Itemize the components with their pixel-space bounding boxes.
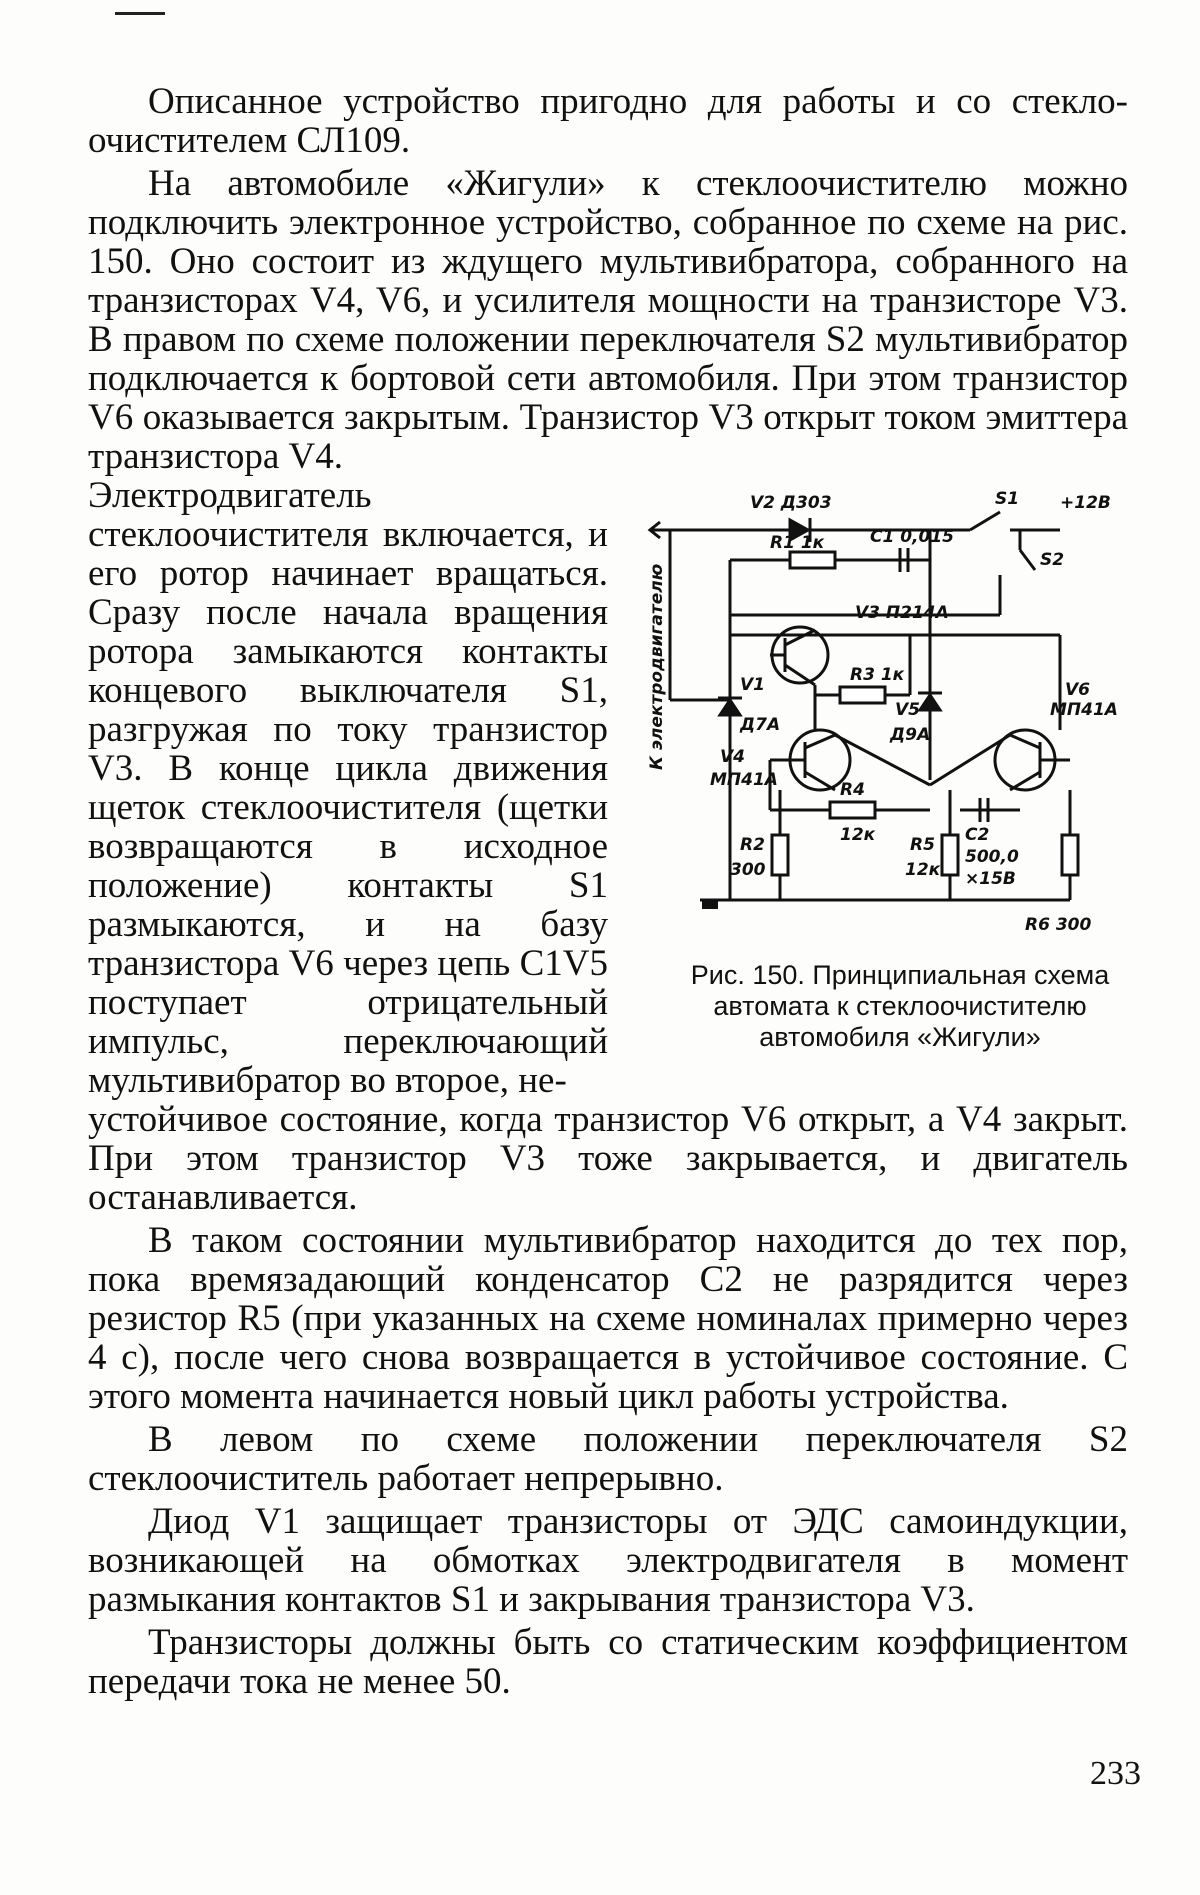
scan-mark xyxy=(115,12,165,15)
paragraph-2: На автомобиле «Жигули» к стеклоочистителю можно подключить электронное устройство, собранное по схеме на рис. 150. Оно состоит из ждущего мультивибратора, собранного на транзисторах V4, V6, и усилителя мощности на транзисторе V3. В правом по схеме положении переключателя S2 мультивибратор подключается к бортовой сети автомобиля. При этом транзистор V6 оказывается закрытым. Транзистор V3 открыт током эмиттера транзистора V4. xyxy=(88,163,1128,477)
label-v4-type: МП41А xyxy=(710,770,778,790)
figure-caption: Рис. 150. Принципиальная схема автомата к стеклоочистителю автомобиля «Жигули» xyxy=(690,960,1110,1052)
label-v1: V1 xyxy=(740,675,765,695)
label-r2: R2 xyxy=(740,835,765,855)
label-s1: S1 xyxy=(995,490,1020,509)
label-r5-val: 12к xyxy=(905,860,941,880)
label-s2: S2 xyxy=(1040,550,1065,570)
label-r3: R3 1к xyxy=(850,665,905,685)
paragraph-1: Описанное устройство пригодно для работы и со стекло-очистителем СЛ109. xyxy=(88,81,1128,161)
label-r1: R1 1к xyxy=(770,533,825,553)
label-r4: R4 xyxy=(840,780,865,800)
top-text-block xyxy=(88,82,1128,480)
label-r2-val: 300 xyxy=(730,860,766,880)
label-c2-val: 500,0 xyxy=(965,847,1019,867)
label-v5-type: Д9А xyxy=(890,725,931,745)
paragraph-6: Диод V1 защищает транзисторы от ЭДС самоиндукции, возникающей на обмотках электродвигателя в момент размыкания контактов S1 и закрывания транзистора V3. xyxy=(88,1501,1128,1620)
label-r6: R6 300 xyxy=(1025,915,1092,935)
bottom-text-block xyxy=(88,1100,1128,1705)
paragraph-4: В таком состоянии мультивибратор находится до тех пор, пока времязадающий конденсатор C2 не разрядится через резистор R5 (при указанных на схеме номиналах примерно через 4 с), после чего снова возвращается в устойчивое состояние. С этого момента начинается новый цикл работы устройства. xyxy=(88,1220,1128,1417)
label-r5: R5 xyxy=(910,835,935,855)
label-c1: C1 0,015 xyxy=(870,527,954,547)
paragraph-5: В левом по схеме положении переключателя S2 стеклоочиститель работает непрерывно. xyxy=(88,1419,1128,1499)
label-v6: V6 xyxy=(1065,680,1090,700)
label-motor: К электродвигателю xyxy=(647,563,667,770)
label-v4: V4 xyxy=(720,747,745,767)
label-plus12: +12В xyxy=(1060,493,1111,513)
paragraph-3-tail: устойчивое состояние, когда транзистор V6 открыт, а V4 закрыт. При этом транзистор V3 тоже закрывается, и двигатель останавливается. xyxy=(88,1099,1128,1218)
label-c2-volt: ×15В xyxy=(965,869,1016,889)
label-v1-type: Д7А xyxy=(740,715,781,735)
wrapped-text-block xyxy=(88,476,608,1104)
circuit-schematic xyxy=(640,490,1140,950)
paragraph-3-wrapped: Электродвигатель стеклоочистителя включается, и его ротор начинает вращаться. Сразу после начала вращения ротора замыкаются контакты концевого выключателя S1, разгружая по току транзистор V3. В конце цикла движения щеток стеклоочистителя (щетки возвращаются в исходное положение) контакты S1 размыкаются, и на базу транзистора V6 через цепь C1V5 поступает отрицательный импульс, переключающий мультивибратор во второе, не- xyxy=(88,475,608,1101)
page-number: 233 xyxy=(1090,1755,1141,1792)
label-v6-type: МП41А xyxy=(1050,700,1118,720)
paragraph-7: Транзисторы должны быть со статическим коэффициентом передачи тока не менее 50. xyxy=(88,1622,1128,1702)
label-v2: V2 Д303 xyxy=(750,493,832,513)
label-v3: V3 П214А xyxy=(855,603,949,623)
label-c2: C2 xyxy=(965,825,990,845)
schematic-svg xyxy=(640,490,1140,950)
label-r4-val: 12к xyxy=(840,825,876,845)
label-v5: V5 xyxy=(895,700,920,720)
